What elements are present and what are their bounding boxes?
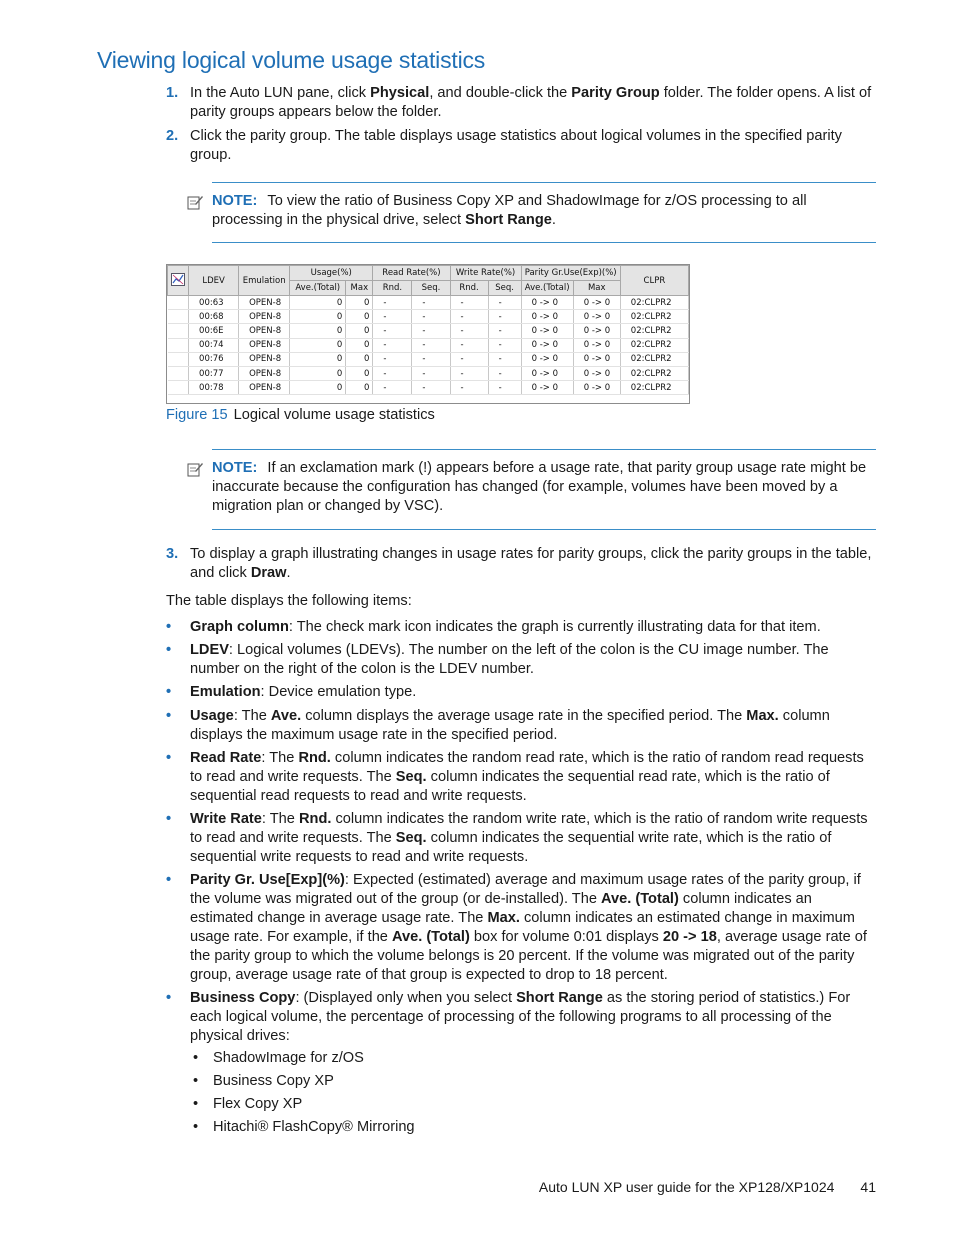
statistics-rows [168, 296, 689, 395]
read-seq-cell: - [412, 352, 450, 366]
list-item: • Parity Gr. Use[Exp](%): Expected (estimated) average and maximum usage rates of the parity group, if the volume was migrated out of the group (or de-installed). The Ave. (Total) column indicates an estimated change in average usage rate. The Max. column indicates an estimated change in maximum usage rate. For example, if the Ave. (Total) box for volume 0:01 displays 20 -> 18, average usage rate of the parity group to which the volume belongs is 20 percent. If the volume was migrated out of the parity group, average usage rate of that group is expected to drop to 18 percent. [166, 872, 867, 983]
note-box [212, 449, 876, 530]
read-seq-cell: - [412, 310, 450, 324]
graph-cell[interactable] [168, 366, 189, 380]
clpr-cell: 02:CLPR2 [620, 381, 688, 395]
write-seq-cell: - [488, 338, 521, 352]
usage-ave-cell: 0 [290, 352, 346, 366]
clpr-cell: 02:CLPR2 [620, 310, 688, 324]
write-rnd-cell: - [450, 296, 488, 310]
ldev-cell: 00:76 [189, 352, 239, 366]
read-rnd-cell: - [373, 381, 412, 395]
usage-max-header[interactable]: Max [346, 281, 373, 296]
emulation-cell: OPEN-8 [239, 366, 290, 380]
list-item: • Business Copy: (Displayed only when you select Short Range as the storing period of statistics.) For each logical volume, the percentage of processing of the following programs to all processing of the physical drives: • ShadowImage for z/OS • Business Copy XP • Flex Copy XP • Hitachi® FlashCopy® Mirroring [166, 989, 876, 1137]
table-row[interactable] [168, 296, 689, 310]
parity-max-cell: 0 -> 0 [573, 324, 620, 338]
note-text: To view the ratio of Business Copy XP and ShadowImage for z/OS processing to all processing in the physical drive, select Short Range. [212, 193, 807, 228]
parity-max-cell: 0 -> 0 [573, 366, 620, 380]
parity-max-cell: 0 -> 0 [573, 296, 620, 310]
usage-ave-header[interactable]: Ave.(Total) [290, 281, 346, 296]
note-pencil-icon [186, 460, 204, 478]
write-seq-cell: - [488, 324, 521, 338]
note-label: NOTE: [212, 193, 258, 209]
write-rnd-cell: - [450, 381, 488, 395]
ldev-cell: 00:68 [189, 310, 239, 324]
usage-ave-cell: 0 [290, 324, 346, 338]
step-number: 2. [166, 128, 179, 144]
read-seq-cell: - [412, 381, 450, 395]
write-seq-cell: - [488, 310, 521, 324]
graph-column-header[interactable] [168, 266, 189, 296]
parity-max-cell: 0 -> 0 [573, 338, 620, 352]
write-rnd-cell: - [450, 366, 488, 380]
usage-ave-cell: 0 [290, 338, 346, 352]
graph-cell[interactable] [168, 310, 189, 324]
graph-cell[interactable] [168, 352, 189, 366]
parity-ave-cell: 0 -> 0 [521, 310, 573, 324]
read-rate-header[interactable]: Read Rate(%) [373, 266, 450, 281]
ldev-cell: 00:6E [189, 324, 239, 338]
read-rnd-cell: - [373, 352, 412, 366]
figure-title: Logical volume usage statistics [233, 407, 435, 423]
usage-max-cell: 0 [346, 352, 373, 366]
clpr-cell: 02:CLPR2 [620, 338, 688, 352]
note-box [212, 182, 876, 243]
parity-group-use-header[interactable]: Parity Gr.Use(Exp)(%) [521, 266, 620, 281]
note-text: If an exclamation mark (!) appears before a usage rate, that parity group usage rate might be inaccurate because the configuration has changed (for example, volumes have been moved by a migration plan or changed by VSC). [212, 460, 867, 514]
graph-cell[interactable] [168, 296, 189, 310]
ldev-cell: 00:63 [189, 296, 239, 310]
clpr-cell: 02:CLPR2 [620, 352, 688, 366]
usage-statistics-table [166, 264, 690, 404]
parity-ave-cell: 0 -> 0 [521, 324, 573, 338]
step-number: 3. [166, 546, 179, 562]
step-1 [166, 84, 874, 122]
parity-ave-header[interactable]: Ave.(Total) [521, 281, 573, 296]
table-row[interactable] [168, 324, 689, 338]
ldev-cell: 00:77 [189, 366, 239, 380]
footer-title: Auto LUN XP user guide for the XP128/XP1024 [538, 1179, 835, 1195]
items-list [166, 618, 876, 1137]
emulation-cell: OPEN-8 [239, 324, 290, 338]
step-3 [166, 545, 874, 583]
parity-max-cell: 0 -> 0 [573, 352, 620, 366]
usage-ave-cell: 0 [290, 310, 346, 324]
write-seq-header[interactable]: Seq. [488, 281, 521, 296]
table-row[interactable] [168, 310, 689, 324]
program-item: • Hitachi® FlashCopy® Mirroring [193, 1119, 415, 1135]
note-pencil-icon [186, 193, 204, 211]
parity-ave-cell: 0 -> 0 [521, 296, 573, 310]
bullet-icon: • [166, 750, 172, 766]
section-heading: Viewing logical volume usage statistics [97, 47, 486, 73]
read-seq-cell: - [412, 324, 450, 338]
bullet-icon: • [166, 990, 172, 1006]
step-text: Click the parity group. The table displays usage statistics about logical volumes in the specified parity group. [190, 128, 842, 163]
parity-ave-cell: 0 -> 0 [521, 381, 573, 395]
emulation-cell: OPEN-8 [239, 352, 290, 366]
bullet-icon: • [166, 811, 172, 827]
graph-cell[interactable] [168, 324, 189, 338]
figure-caption [166, 407, 435, 423]
usage-max-cell: 0 [346, 338, 373, 352]
emulation-cell: OPEN-8 [239, 338, 290, 352]
write-seq-cell: - [488, 381, 521, 395]
read-rnd-cell: - [373, 324, 412, 338]
read-rnd-cell: - [373, 296, 412, 310]
parity-max-cell: 0 -> 0 [573, 381, 620, 395]
list-item: • Graph column: The check mark icon indicates the graph is currently illustrating data for that item. [166, 619, 821, 635]
program-item: • ShadowImage for z/OS [193, 1050, 364, 1066]
table-row[interactable] [168, 352, 689, 366]
sub-bullet-icon: • [193, 1073, 199, 1089]
read-seq-cell: - [412, 296, 450, 310]
sub-bullet-icon: • [193, 1119, 199, 1135]
list-item: • LDEV: Logical volumes (LDEVs). The number on the left of the colon is the CU image number. The number on the right of the colon is the LDEV number. [166, 642, 829, 677]
usage-max-cell: 0 [346, 324, 373, 338]
write-seq-cell: - [488, 352, 521, 366]
program-item: • Business Copy XP [193, 1073, 334, 1089]
ldev-header[interactable]: LDEV [189, 266, 239, 296]
list-item: • Usage: The Ave. column displays the average usage rate in the specified period. The Max. column displays the maximum usage rate in the specified period. [166, 708, 830, 743]
ldev-cell: 00:78 [189, 381, 239, 395]
clpr-header[interactable]: CLPR [620, 266, 688, 296]
list-item: • Read Rate: The Rnd. column indicates the random read rate, which is the ratio of random read requests to read and write requests. The Seq. column indicates the sequential read rate, which is the ratio of sequential read requests to read and write requests. [166, 750, 864, 804]
ldev-cell: 00:74 [189, 338, 239, 352]
table-row[interactable] [168, 381, 689, 395]
step-text: In the Auto LUN pane, click Physical, and double-click the Parity Group folder. The folder opens. A list of parity groups appears below the folder. [190, 85, 872, 120]
figure-number: Figure 15 [166, 407, 228, 423]
write-seq-cell: - [488, 296, 521, 310]
table-row[interactable] [168, 338, 689, 352]
usage-header[interactable]: Usage(%) [290, 266, 373, 281]
list-item: • Emulation: Device emulation type. [166, 684, 417, 700]
bullet-icon: • [166, 708, 172, 724]
emulation-cell: OPEN-8 [239, 310, 290, 324]
clpr-cell: 02:CLPR2 [620, 366, 688, 380]
read-seq-cell: - [412, 366, 450, 380]
parity-ave-cell: 0 -> 0 [521, 352, 573, 366]
sub-bullet-icon: • [193, 1096, 199, 1112]
items-intro: The table displays the following items: [166, 593, 412, 609]
parity-max-header[interactable]: Max [573, 281, 620, 296]
program-item: • Flex Copy XP [193, 1096, 303, 1112]
usage-max-cell: 0 [346, 381, 373, 395]
list-item: • Write Rate: The Rnd. column indicates the random write rate, which is the ratio of random write requests to read and write requests. The Seq. column indicates the sequential write rate, which is the ratio of sequential write requests to read and write requests. [166, 811, 868, 865]
read-rnd-cell: - [373, 310, 412, 324]
step-2 [166, 127, 874, 165]
bullet-icon: • [166, 872, 172, 888]
step-number: 1. [166, 85, 179, 101]
step-text: To display a graph illustrating changes in usage rates for parity groups, click the parity groups in the table, and click Draw. [190, 546, 872, 581]
write-seq-cell: - [488, 366, 521, 380]
read-seq-cell: - [412, 338, 450, 352]
usage-ave-cell: 0 [290, 366, 346, 380]
note-label: NOTE: [212, 460, 258, 476]
usage-max-cell: 0 [346, 296, 373, 310]
emulation-cell: OPEN-8 [239, 296, 290, 310]
graph-check-icon [171, 273, 185, 286]
usage-max-cell: 0 [346, 366, 373, 380]
sub-bullet-icon: • [193, 1050, 199, 1066]
parity-ave-cell: 0 -> 0 [521, 366, 573, 380]
read-rnd-cell: - [373, 338, 412, 352]
write-rnd-cell: - [450, 338, 488, 352]
table-row[interactable] [168, 366, 689, 380]
read-rnd-header[interactable]: Rnd. [373, 281, 412, 296]
clpr-cell: 02:CLPR2 [620, 324, 688, 338]
read-rnd-cell: - [373, 366, 412, 380]
bullet-icon: • [166, 642, 172, 658]
page-number: 41 [860, 1179, 876, 1195]
graph-cell[interactable] [168, 381, 189, 395]
write-rnd-cell: - [450, 310, 488, 324]
usage-max-cell: 0 [346, 310, 373, 324]
statistics-grid [167, 265, 689, 395]
bullet-icon: • [166, 684, 172, 700]
write-rnd-cell: - [450, 324, 488, 338]
usage-ave-cell: 0 [290, 296, 346, 310]
usage-ave-cell: 0 [290, 381, 346, 395]
emulation-header[interactable]: Emulation [239, 266, 290, 296]
parity-ave-cell: 0 -> 0 [521, 338, 573, 352]
parity-max-cell: 0 -> 0 [573, 310, 620, 324]
program-list [190, 1049, 876, 1137]
write-rnd-cell: - [450, 352, 488, 366]
bullet-icon: • [166, 619, 172, 635]
write-rnd-header[interactable]: Rnd. [450, 281, 488, 296]
write-rate-header[interactable]: Write Rate(%) [450, 266, 521, 281]
clpr-cell: 02:CLPR2 [620, 296, 688, 310]
read-seq-header[interactable]: Seq. [412, 281, 450, 296]
emulation-cell: OPEN-8 [239, 381, 290, 395]
graph-cell[interactable] [168, 338, 189, 352]
page-footer [539, 1179, 876, 1195]
